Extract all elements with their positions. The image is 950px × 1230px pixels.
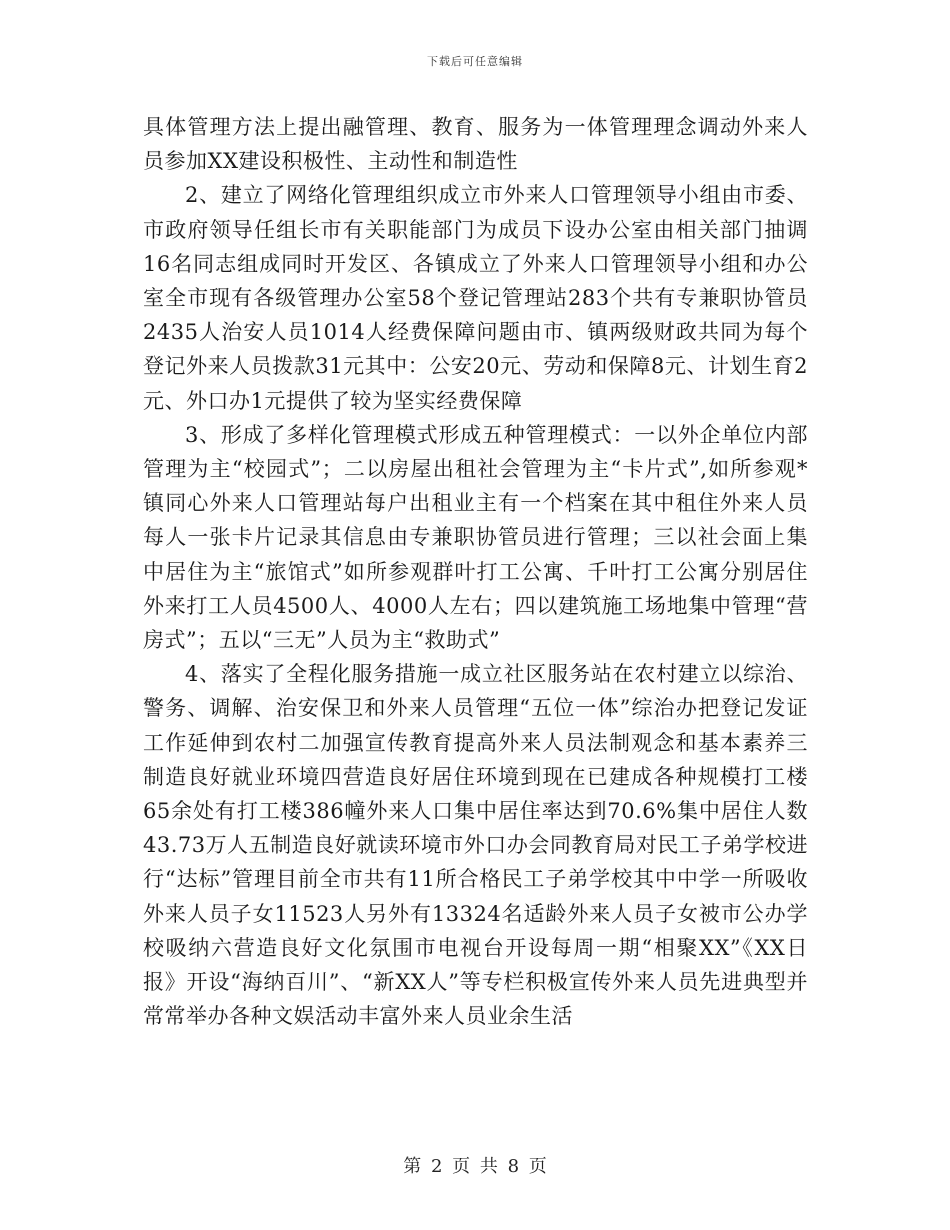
paragraph-4: 4、落实了全程化服务措施一成立社区服务站在农村建立以综治、警务、调解、治安保卫和外来人员管理“五位一体”综治办把登记发证工作延伸到农村二加强宣传教育提高外来人员法制观念和基本素养三制造良好就业环境四营造良好居住环境到现在已建成各种规模打工楼65余处有打工楼386幢外来人口集中居住率达到70.6%集中居住人数43.73万人五制造良好就读环境市外口办会同教育局对民工子弟学校进行“达标”管理目前全市共有11所合格民工子弟学校其中中学一所吸收外来人员子女11523人另外有13324名适龄外来人员子女被市公办学校吸纳六营造良好文化氛围市电视台开设每周一期“相聚XX”《XX日报》开设“海纳百川”、“新XX人”等专栏积极宣传外来人员先进典型并常常举办各种文娱活动丰富外来人员业余生活: [143, 662, 808, 1029]
paragraph-1: 具体管理方法上提出融管理、教育、服务为一体管理理念调动外来人员参加XX建设积极性、主动性和制造性: [143, 115, 808, 174]
paragraph-2: 2、建立了网络化管理组织成立市外来人口管理领导小组由市委、市政府领导任组长市有关职能部门为成员下设办公室由相关部门抽调16名同志组成同时开发区、各镇成立了外来人口管理领导小组和办公室全市现有各级管理办公室58个登记管理站283个共有专兼职协管员2435人治安人员1014人经费保障问题由市、镇两级财政共同为每个登记外来人员拨款31元其中：公安20元、劳动和保障8元、计划生育2元、外口办1元提供了较为坚实经费保障: [143, 183, 808, 413]
page-header: 下载后可任意编辑: [427, 55, 523, 68]
page-number-footer: 第 2 页 共 8 页: [403, 1156, 547, 1177]
paragraph-3: 3、形成了多样化管理模式形成五种管理模式：一以外企单位内部管理为主“校园式”；二以房屋出租社会管理为主“卡片式”,如所参观*镇同心外来人口管理站每户出租业主有一个档案在其中租住外来人员每人一张卡片记录其信息由专兼职协管员进行管理；三以社会面上集中居住为主“旅馆式”如所参观群叶打工公寓、千叶打工公寓分别居住外来打工人员4500人、4000人左右；四以建筑施工场地集中管理“营房式”；五以“三无”人员为主“救助式”: [143, 422, 808, 653]
document-body: [143, 110, 808, 1033]
